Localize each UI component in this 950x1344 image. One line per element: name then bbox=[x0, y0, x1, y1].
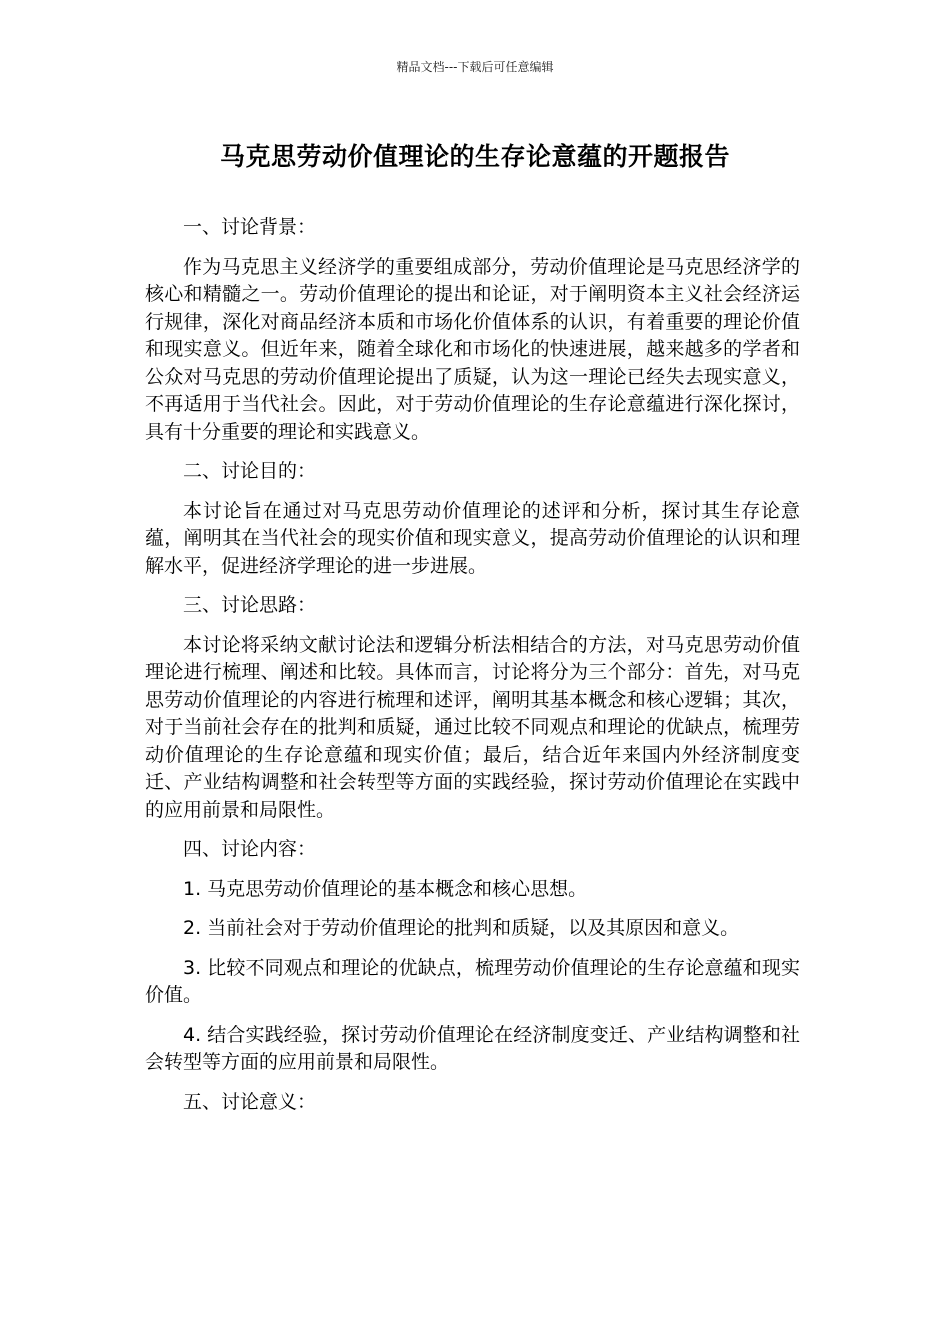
document-title: 马克思劳动价值理论的生存论意蕴的开题报告 bbox=[219, 142, 730, 171]
content-item: 1. 马克思劳动价值理论的基本概念和核心思想。 bbox=[183, 877, 588, 900]
section-heading-background: 一、讨论背景： bbox=[183, 216, 317, 238]
section-heading-significance: 五、讨论意义： bbox=[183, 1090, 317, 1113]
section-body-approach: 本讨论将采纳文献讨论法和逻辑分析法相结合的方法，对马克思劳动价值理论进行梳理、阐述和比较。具体而言，讨论将分为三个部分：首先，对马克思劳动价值理论的内容进行梳理和述评，阐明其基本概念和核心逻辑；其次，对于当前社会存在的批判和质疑，通过比较不同观点和理论的优缺点，梳理劳动价值理论的生存论意蕴和现实价值；最后，结合近年来国内外经济制度变迁、产业结构调整和社会转型等方面的实践经验，探讨劳动价值理论在实践中的应用前景和局限性。 bbox=[145, 633, 800, 821]
content-item: 3. 比较不同观点和理论的优缺点，梳理劳动价值理论的生存论意蕴和现实价值。 bbox=[145, 956, 800, 1006]
content-item: 2. 当前社会对于劳动价值理论的批判和质疑，以及其原因和意义。 bbox=[183, 917, 740, 939]
section-body-background: 作为马克思主义经济学的重要组成部分，劳动价值理论是马克思经济学的核心和精髓之一。劳动价值理论的提出和论证，对于阐明资本主义社会经济运行规律，深化对商品经济本质和市场化价值体系的认识，有着重要的理论价值和现实意义。但近年来，随着全球化和市场化的快速进展，越来越多的学者和公众对马克思的劳动价值理论提出了质疑，认为这一理论已经失去现实意义，不再适用于当代社会。因此，对于劳动价值理论的生存论意蕴进行深化探讨，具有十分重要的理论和实践意义。 bbox=[145, 255, 800, 443]
content-item: 4. 结合实践经验，探讨劳动价值理论在经济制度变迁、产业结构调整和社会转型等方面的应用前景和局限性。 bbox=[145, 1023, 800, 1073]
document-body bbox=[145, 214, 800, 1128]
section-heading-content: 四、讨论内容： bbox=[183, 838, 317, 860]
section-heading-purpose: 二、讨论目的： bbox=[183, 460, 317, 482]
section-heading-approach: 三、讨论思路： bbox=[183, 594, 317, 616]
page-header-note: 精品文档---下载后可任意编辑 bbox=[396, 60, 554, 74]
section-body-purpose: 本讨论旨在通过对马克思劳动价值理论的述评和分析，探讨其生存论意蕴，阐明其在当代社会的现实价值和现实意义，提高劳动价值理论的认识和理解水平，促进经济学理论的进一步进展。 bbox=[145, 499, 800, 577]
